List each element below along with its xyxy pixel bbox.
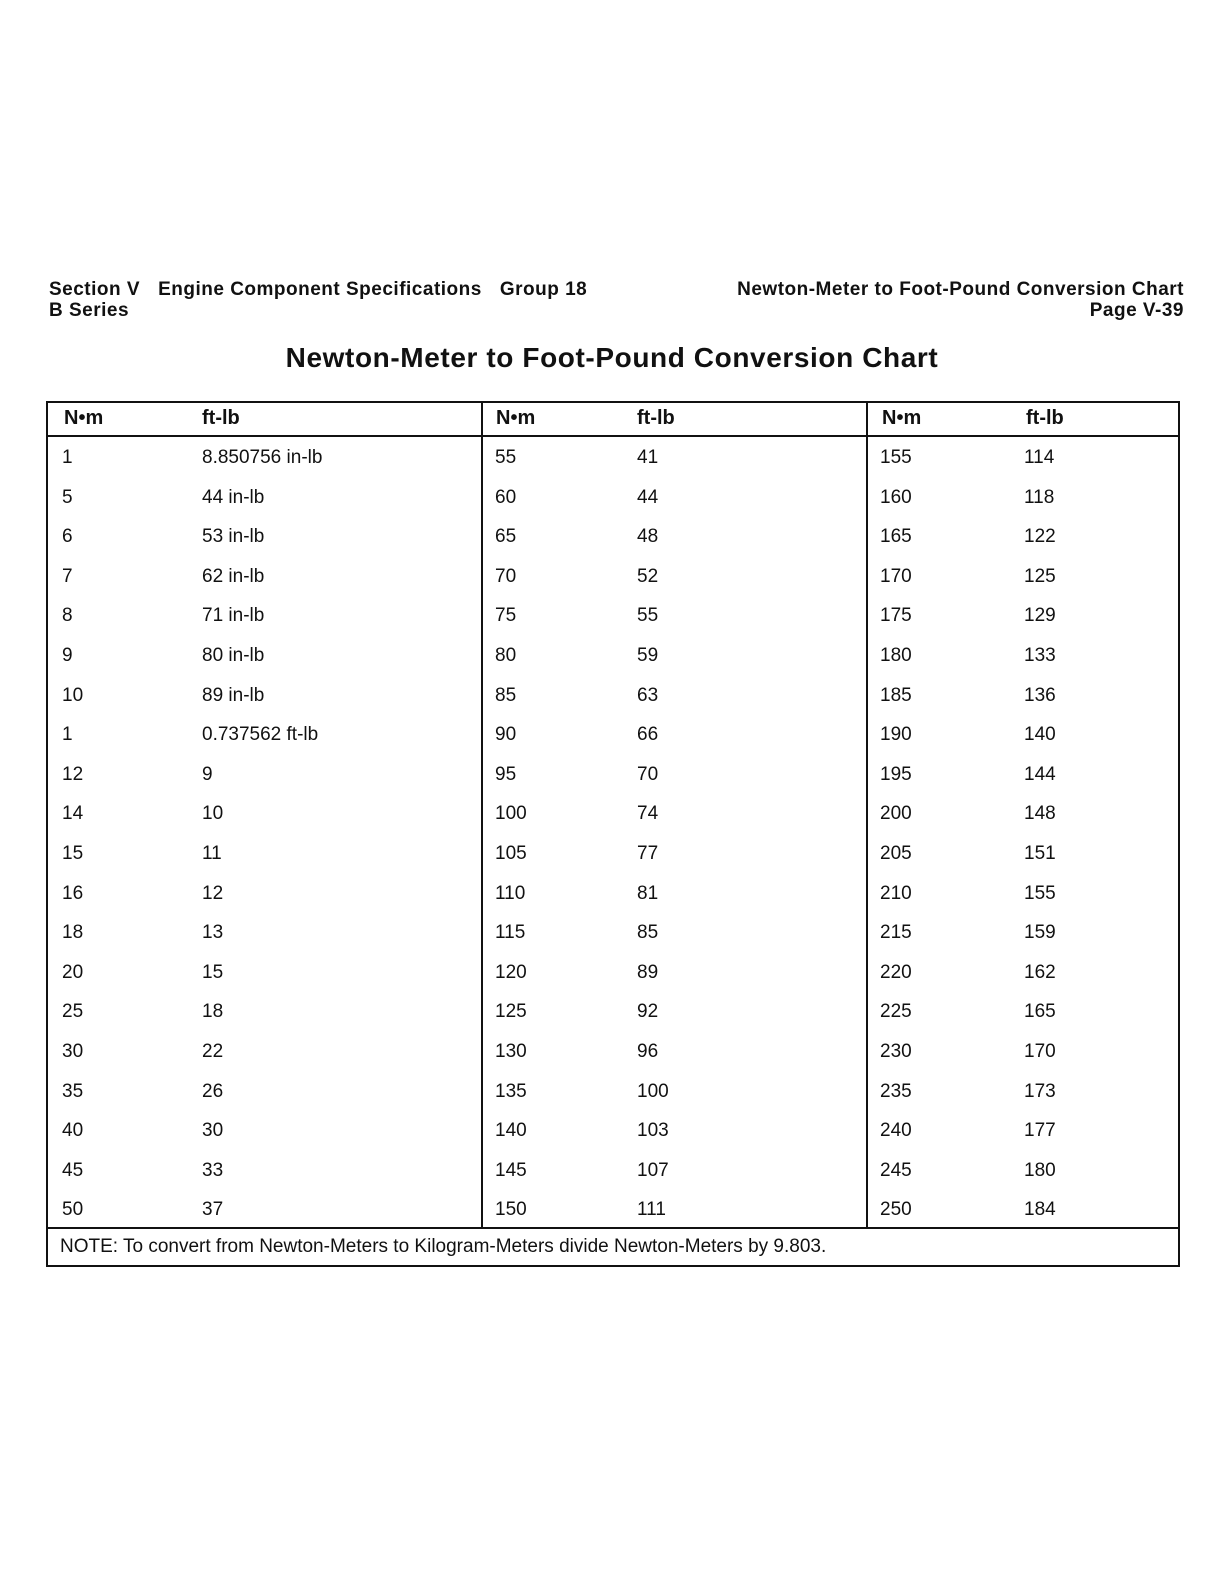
header-chart-ref: Newton-Meter to Foot-Pound Conversion Chart: [737, 279, 1184, 300]
nm-cell: 55: [495, 447, 517, 468]
ftlb-cell: 77: [637, 843, 659, 864]
nm-cell: 65: [495, 526, 517, 547]
header-nm-2: N•m: [496, 407, 536, 429]
nm-cell: 6: [62, 526, 73, 547]
ftlb-cell: 10: [202, 803, 224, 824]
column-divider: [481, 403, 483, 1229]
ftlb-cell: 148: [1024, 803, 1056, 824]
nm-cell: 70: [495, 566, 517, 587]
nm-cell: 16: [62, 883, 84, 904]
ftlb-cell: 33: [202, 1160, 224, 1181]
ftlb-cell: 13: [202, 922, 224, 943]
nm-cell: 215: [880, 922, 912, 943]
nm-cell: 120: [495, 962, 527, 983]
nm-cell: 8: [62, 605, 73, 626]
column-divider: [866, 403, 868, 1229]
ftlb-cell: 85: [637, 922, 659, 943]
ftlb-cell: 26: [202, 1081, 224, 1102]
header-series: B Series: [49, 300, 130, 321]
conversion-note: NOTE: To convert from Newton-Meters to Kilogram-Meters divide Newton-Meters by 9.803.: [60, 1236, 827, 1257]
ftlb-cell: 136: [1024, 685, 1056, 706]
nm-cell: 250: [880, 1199, 912, 1220]
nm-cell: 9: [62, 645, 73, 666]
ftlb-cell: 144: [1024, 764, 1056, 785]
ftlb-cell: 184: [1024, 1199, 1056, 1220]
nm-cell: 165: [880, 526, 912, 547]
header-section-line: [49, 279, 587, 301]
ftlb-cell: 100: [637, 1081, 669, 1102]
nm-cell: 14: [62, 803, 84, 824]
nm-cell: 35: [62, 1081, 84, 1102]
nm-cell: 7: [62, 566, 73, 587]
nm-cell: 155: [880, 447, 912, 468]
ftlb-cell: 81: [637, 883, 659, 904]
ftlb-cell: 22: [202, 1041, 224, 1062]
nm-cell: 220: [880, 962, 912, 983]
nm-cell: 10: [62, 685, 84, 706]
nm-cell: 105: [495, 843, 527, 864]
ftlb-cell: 133: [1024, 645, 1056, 666]
nm-cell: 18: [62, 922, 84, 943]
nm-cell: 40: [62, 1120, 84, 1141]
nm-cell: 200: [880, 803, 912, 824]
ftlb-cell: 180: [1024, 1160, 1056, 1181]
ftlb-cell: 62 in-lb: [202, 566, 265, 587]
nm-cell: 190: [880, 724, 912, 745]
ftlb-cell: 111: [637, 1199, 666, 1220]
header-ftlb-1: ft-lb: [202, 407, 240, 429]
nm-cell: 50: [62, 1199, 84, 1220]
header-page-number: Page V-39: [1089, 300, 1184, 321]
nm-cell: 95: [495, 764, 517, 785]
ftlb-cell: 151: [1024, 843, 1056, 864]
nm-cell: 85: [495, 685, 517, 706]
ftlb-cell: 96: [637, 1041, 659, 1062]
ftlb-cell: 162: [1024, 962, 1056, 983]
nm-cell: 25: [62, 1001, 84, 1022]
nm-cell: 145: [495, 1160, 527, 1181]
ftlb-cell: 52: [637, 566, 659, 587]
nm-cell: 195: [880, 764, 912, 785]
nm-cell: 225: [880, 1001, 912, 1022]
ftlb-cell: 74: [637, 803, 659, 824]
nm-cell: 115: [495, 922, 526, 943]
ftlb-cell: 63: [637, 685, 659, 706]
nm-cell: 1: [62, 724, 73, 745]
ftlb-cell: 0.737562 ft-lb: [202, 724, 319, 745]
ftlb-cell: 59: [637, 645, 659, 666]
nm-cell: 175: [880, 605, 912, 626]
header-component: Engine Component Specifications: [158, 279, 482, 300]
ftlb-cell: 170: [1024, 1041, 1056, 1062]
nm-cell: 240: [880, 1120, 912, 1141]
ftlb-cell: 71 in-lb: [202, 605, 265, 626]
ftlb-cell: 12: [202, 883, 224, 904]
ftlb-cell: 55: [637, 605, 659, 626]
ftlb-cell: 165: [1024, 1001, 1056, 1022]
ftlb-cell: 37: [202, 1199, 224, 1220]
ftlb-cell: 44 in-lb: [202, 487, 265, 508]
nm-cell: 12: [62, 764, 84, 785]
ftlb-cell: 8.850756 in-lb: [202, 447, 323, 468]
ftlb-cell: 9: [202, 764, 213, 785]
nm-cell: 245: [880, 1160, 912, 1181]
nm-cell: 15: [62, 843, 84, 864]
nm-cell: 100: [495, 803, 527, 824]
ftlb-cell: 11: [202, 843, 222, 864]
nm-cell: 1: [62, 447, 73, 468]
nm-cell: 230: [880, 1041, 912, 1062]
ftlb-cell: 155: [1024, 883, 1056, 904]
ftlb-cell: 80 in-lb: [202, 645, 265, 666]
nm-cell: 130: [495, 1041, 527, 1062]
ftlb-cell: 173: [1024, 1081, 1056, 1102]
ftlb-cell: 122: [1024, 526, 1056, 547]
ftlb-cell: 103: [637, 1120, 669, 1141]
page-title: Newton-Meter to Foot-Pound Conversion Chart: [285, 342, 939, 373]
nm-cell: 160: [880, 487, 912, 508]
nm-cell: 180: [880, 645, 912, 666]
header-nm-3: N•m: [882, 407, 922, 429]
ftlb-cell: 92: [637, 1001, 659, 1022]
nm-cell: 125: [495, 1001, 527, 1022]
ftlb-cell: 53 in-lb: [202, 526, 265, 547]
ftlb-cell: 18: [202, 1001, 224, 1022]
nm-cell: 140: [495, 1120, 527, 1141]
nm-cell: 20: [62, 962, 84, 983]
nm-cell: 135: [495, 1081, 527, 1102]
nm-cell: 210: [880, 883, 912, 904]
ftlb-cell: 107: [637, 1160, 669, 1181]
nm-cell: 45: [62, 1160, 84, 1181]
nm-cell: 235: [880, 1081, 912, 1102]
nm-cell: 60: [495, 487, 517, 508]
ftlb-cell: 140: [1024, 724, 1056, 745]
header-section: Section V: [49, 279, 141, 300]
nm-cell: 170: [880, 566, 912, 587]
nm-cell: 110: [495, 883, 526, 904]
header-rule: [48, 435, 1178, 437]
nm-cell: 150: [495, 1199, 527, 1220]
nm-cell: 30: [62, 1041, 84, 1062]
ftlb-cell: 114: [1024, 447, 1055, 468]
conversion-table: [46, 401, 1180, 1267]
ftlb-cell: 66: [637, 724, 659, 745]
ftlb-cell: 125: [1024, 566, 1056, 587]
nm-cell: 185: [880, 685, 912, 706]
ftlb-cell: 15: [202, 962, 224, 983]
header-nm-1: N•m: [64, 407, 104, 429]
ftlb-cell: 89 in-lb: [202, 685, 265, 706]
nm-cell: 75: [495, 605, 517, 626]
note-rule: [48, 1227, 1178, 1229]
ftlb-cell: 48: [637, 526, 659, 547]
ftlb-cell: 41: [637, 447, 659, 468]
nm-cell: 90: [495, 724, 517, 745]
ftlb-cell: 70: [637, 764, 659, 785]
nm-cell: 5: [62, 487, 73, 508]
ftlb-cell: 44: [637, 487, 659, 508]
ftlb-cell: 129: [1024, 605, 1056, 626]
header-ftlb-3: ft-lb: [1026, 407, 1064, 429]
nm-cell: 80: [495, 645, 517, 666]
header-group: Group 18: [499, 279, 588, 300]
ftlb-cell: 118: [1024, 487, 1055, 508]
ftlb-cell: 89: [637, 962, 659, 983]
header-ftlb-2: ft-lb: [637, 407, 675, 429]
ftlb-cell: 159: [1024, 922, 1056, 943]
nm-cell: 205: [880, 843, 912, 864]
ftlb-cell: 177: [1024, 1120, 1056, 1141]
ftlb-cell: 30: [202, 1120, 224, 1141]
